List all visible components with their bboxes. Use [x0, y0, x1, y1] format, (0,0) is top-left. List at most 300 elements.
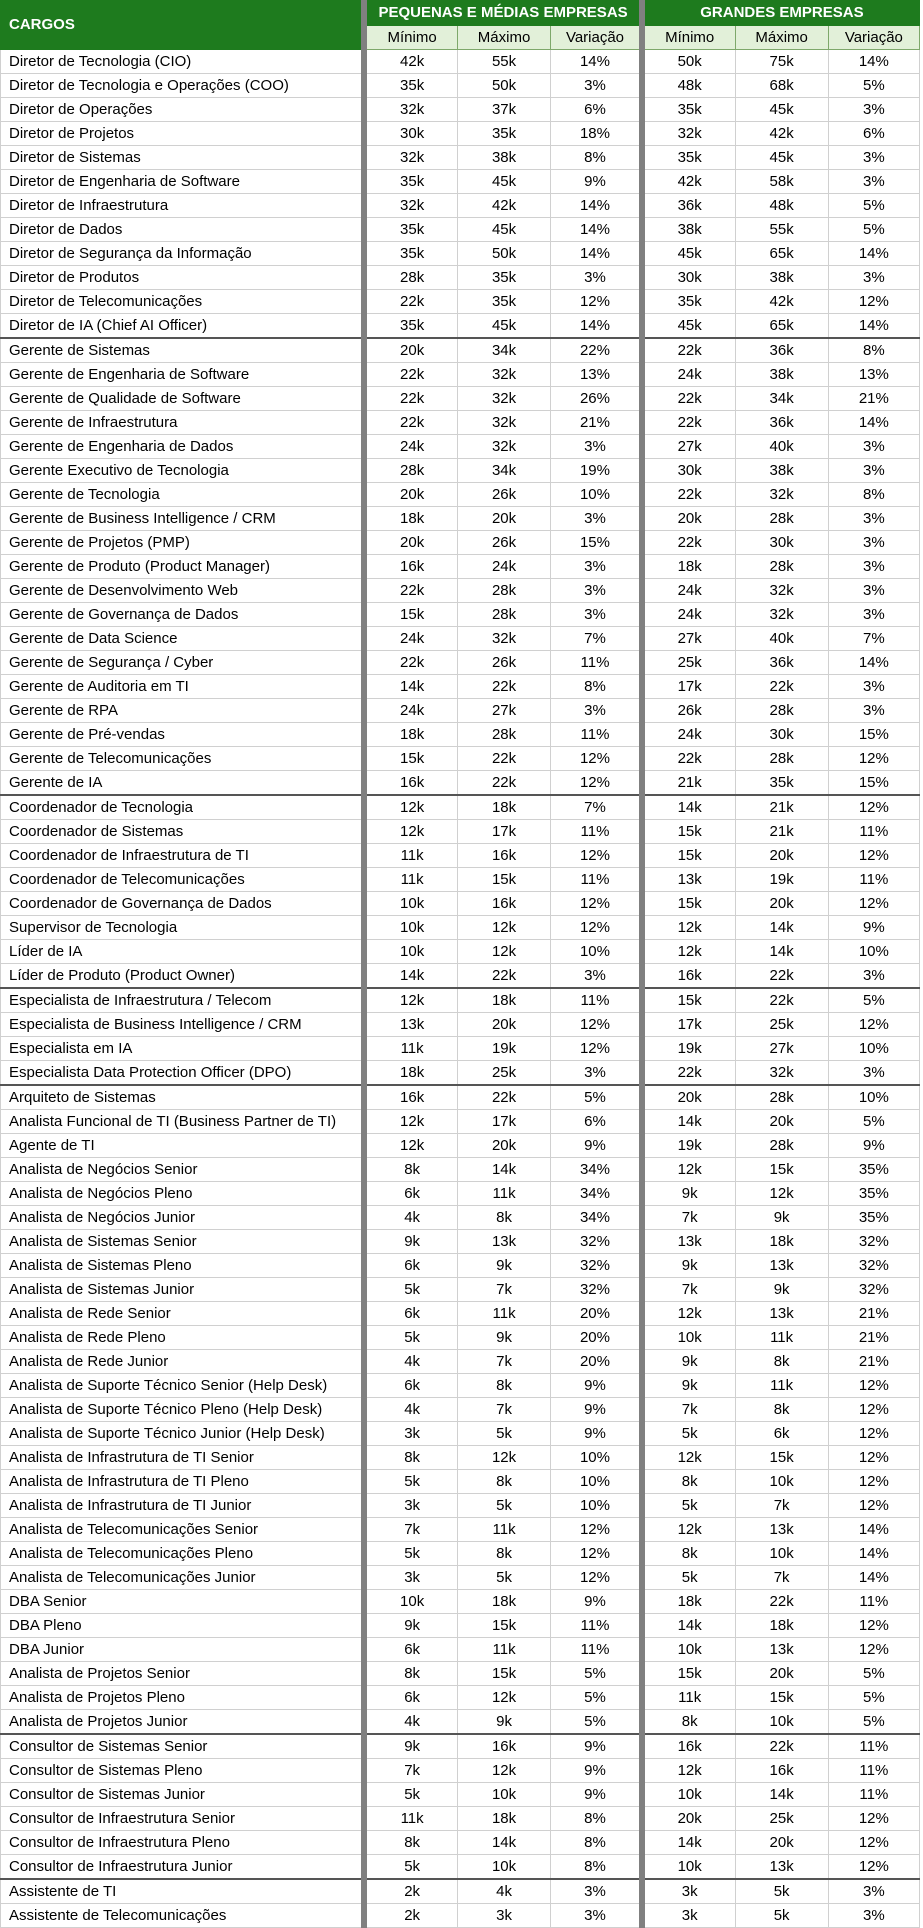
sme-min-cell[interactable]: 24k [364, 435, 457, 459]
cargo-cell[interactable]: Gerente de IA [1, 771, 365, 796]
large-var-header[interactable]: Variação [828, 26, 919, 50]
sme-min-cell[interactable]: 11k [364, 844, 457, 868]
sme-max-cell[interactable]: 45k [457, 314, 550, 339]
large-min-cell[interactable]: 15k [642, 1662, 735, 1686]
large-min-cell[interactable]: 22k [642, 1061, 735, 1086]
large-min-cell[interactable]: 7k [642, 1206, 735, 1230]
sme-max-cell[interactable]: 18k [457, 1807, 550, 1831]
large-var-cell[interactable]: 12% [828, 1494, 919, 1518]
large-max-cell[interactable]: 15k [735, 1158, 828, 1182]
sme-var-cell[interactable]: 12% [551, 290, 642, 314]
large-max-cell[interactable]: 19k [735, 868, 828, 892]
sme-var-cell[interactable]: 10% [551, 483, 642, 507]
sme-var-cell[interactable]: 6% [551, 98, 642, 122]
cargo-cell[interactable]: Coordenador de Infraestrutura de TI [1, 844, 365, 868]
sme-var-cell[interactable]: 11% [551, 988, 642, 1013]
sme-min-cell[interactable]: 5k [364, 1326, 457, 1350]
large-var-cell[interactable]: 12% [828, 1638, 919, 1662]
large-max-cell[interactable]: 5k [735, 1904, 828, 1928]
large-var-cell[interactable]: 5% [828, 1662, 919, 1686]
cargo-cell[interactable]: Líder de Produto (Product Owner) [1, 964, 365, 989]
sme-var-cell[interactable]: 12% [551, 1566, 642, 1590]
large-var-cell[interactable]: 3% [828, 146, 919, 170]
sme-max-cell[interactable]: 14k [457, 1158, 550, 1182]
sme-max-cell[interactable]: 9k [457, 1710, 550, 1735]
large-var-cell[interactable]: 12% [828, 892, 919, 916]
sme-min-cell[interactable]: 35k [364, 170, 457, 194]
cargo-cell[interactable]: Diretor de IA (Chief AI Officer) [1, 314, 365, 339]
sme-max-cell[interactable]: 24k [457, 555, 550, 579]
sme-min-cell[interactable]: 2k [364, 1879, 457, 1904]
sme-min-cell[interactable]: 11k [364, 868, 457, 892]
cargo-cell[interactable]: Gerente de Segurança / Cyber [1, 651, 365, 675]
large-min-cell[interactable]: 18k [642, 555, 735, 579]
large-max-cell[interactable]: 36k [735, 651, 828, 675]
large-min-cell[interactable]: 15k [642, 988, 735, 1013]
sme-min-cell[interactable]: 18k [364, 1061, 457, 1086]
sme-var-cell[interactable]: 3% [551, 579, 642, 603]
cargo-cell[interactable]: Gerente de Tecnologia [1, 483, 365, 507]
large-min-cell[interactable]: 26k [642, 699, 735, 723]
cargo-cell[interactable]: Gerente de Business Intelligence / CRM [1, 507, 365, 531]
sme-min-cell[interactable]: 18k [364, 507, 457, 531]
large-min-cell[interactable]: 10k [642, 1638, 735, 1662]
cargo-cell[interactable]: Coordenador de Sistemas [1, 820, 365, 844]
sme-max-cell[interactable]: 20k [457, 1134, 550, 1158]
large-max-cell[interactable]: 22k [735, 988, 828, 1013]
sme-min-cell[interactable]: 12k [364, 1110, 457, 1134]
large-max-cell[interactable]: 65k [735, 242, 828, 266]
sme-min-cell[interactable]: 22k [364, 579, 457, 603]
sme-var-cell[interactable]: 9% [551, 1590, 642, 1614]
sme-var-cell[interactable]: 15% [551, 531, 642, 555]
cargo-cell[interactable]: Analista de Suporte Técnico Senior (Help Desk) [1, 1374, 365, 1398]
sme-min-cell[interactable]: 22k [364, 651, 457, 675]
large-max-cell[interactable]: 28k [735, 507, 828, 531]
large-max-cell[interactable]: 32k [735, 579, 828, 603]
sme-max-cell[interactable]: 16k [457, 892, 550, 916]
sme-min-cell[interactable]: 6k [364, 1686, 457, 1710]
sme-var-cell[interactable]: 32% [551, 1230, 642, 1254]
large-var-cell[interactable]: 5% [828, 194, 919, 218]
sme-max-cell[interactable]: 18k [457, 988, 550, 1013]
cargo-cell[interactable]: Analista de Sistemas Pleno [1, 1254, 365, 1278]
cargo-cell[interactable]: Diretor de Operações [1, 98, 365, 122]
large-min-cell[interactable]: 27k [642, 435, 735, 459]
large-max-cell[interactable]: 16k [735, 1759, 828, 1783]
large-max-cell[interactable]: 75k [735, 50, 828, 74]
large-max-cell[interactable]: 28k [735, 555, 828, 579]
sme-min-cell[interactable]: 4k [364, 1398, 457, 1422]
large-min-cell[interactable]: 9k [642, 1374, 735, 1398]
sme-max-cell[interactable]: 35k [457, 122, 550, 146]
large-max-cell[interactable]: 7k [735, 1566, 828, 1590]
sme-group-header[interactable]: PEQUENAS E MÉDIAS EMPRESAS [364, 1, 642, 26]
large-min-cell[interactable]: 7k [642, 1398, 735, 1422]
sme-min-cell[interactable]: 22k [364, 411, 457, 435]
sme-max-cell[interactable]: 9k [457, 1254, 550, 1278]
large-max-cell[interactable]: 15k [735, 1446, 828, 1470]
sme-max-cell[interactable]: 55k [457, 50, 550, 74]
sme-min-cell[interactable]: 3k [364, 1422, 457, 1446]
large-max-cell[interactable]: 12k [735, 1182, 828, 1206]
sme-min-cell[interactable]: 6k [364, 1638, 457, 1662]
sme-min-cell[interactable]: 11k [364, 1807, 457, 1831]
sme-var-cell[interactable]: 5% [551, 1686, 642, 1710]
large-max-cell[interactable]: 20k [735, 844, 828, 868]
sme-max-cell[interactable]: 45k [457, 218, 550, 242]
large-var-cell[interactable]: 3% [828, 507, 919, 531]
cargo-cell[interactable]: Arquiteto de Sistemas [1, 1085, 365, 1110]
large-max-cell[interactable]: 42k [735, 290, 828, 314]
large-max-cell[interactable]: 8k [735, 1398, 828, 1422]
cargo-cell[interactable]: Diretor de Tecnologia e Operações (COO) [1, 74, 365, 98]
sme-max-cell[interactable]: 32k [457, 387, 550, 411]
large-max-cell[interactable]: 34k [735, 387, 828, 411]
sme-max-cell[interactable]: 4k [457, 1879, 550, 1904]
cargo-cell[interactable]: Gerente de Projetos (PMP) [1, 531, 365, 555]
sme-max-cell[interactable]: 15k [457, 1614, 550, 1638]
sme-max-cell[interactable]: 11k [457, 1302, 550, 1326]
cargo-cell[interactable]: Analista de Sistemas Junior [1, 1278, 365, 1302]
large-max-cell[interactable]: 38k [735, 363, 828, 387]
large-max-cell[interactable]: 28k [735, 1134, 828, 1158]
large-var-cell[interactable]: 3% [828, 675, 919, 699]
large-min-cell[interactable]: 11k [642, 1686, 735, 1710]
sme-var-cell[interactable]: 11% [551, 651, 642, 675]
sme-max-cell[interactable]: 12k [457, 916, 550, 940]
sme-var-cell[interactable]: 7% [551, 795, 642, 820]
sme-min-cell[interactable]: 13k [364, 1013, 457, 1037]
sme-max-cell[interactable]: 7k [457, 1398, 550, 1422]
large-max-cell[interactable]: 20k [735, 1110, 828, 1134]
sme-min-cell[interactable]: 22k [364, 290, 457, 314]
large-var-cell[interactable]: 3% [828, 531, 919, 555]
sme-max-cell[interactable]: 32k [457, 435, 550, 459]
large-max-cell[interactable]: 36k [735, 338, 828, 363]
large-max-cell[interactable]: 21k [735, 820, 828, 844]
sme-var-cell[interactable]: 12% [551, 1013, 642, 1037]
sme-min-cell[interactable]: 20k [364, 531, 457, 555]
large-max-cell[interactable]: 8k [735, 1350, 828, 1374]
sme-var-cell[interactable]: 8% [551, 1807, 642, 1831]
large-min-cell[interactable]: 15k [642, 820, 735, 844]
large-min-cell[interactable]: 12k [642, 1518, 735, 1542]
sme-max-cell[interactable]: 45k [457, 170, 550, 194]
cargos-header[interactable]: CARGOS [1, 1, 365, 50]
large-var-cell[interactable]: 32% [828, 1278, 919, 1302]
large-max-cell[interactable]: 14k [735, 1783, 828, 1807]
cargo-cell[interactable]: Consultor de Infraestrutura Junior [1, 1855, 365, 1880]
cargo-cell[interactable]: Coordenador de Telecomunicações [1, 868, 365, 892]
sme-max-cell[interactable]: 26k [457, 483, 550, 507]
sme-min-cell[interactable]: 11k [364, 1037, 457, 1061]
sme-var-cell[interactable]: 3% [551, 1061, 642, 1086]
sme-min-cell[interactable]: 35k [364, 218, 457, 242]
sme-var-cell[interactable]: 9% [551, 1422, 642, 1446]
sme-var-cell[interactable]: 11% [551, 868, 642, 892]
cargo-cell[interactable]: Gerente Executivo de Tecnologia [1, 459, 365, 483]
sme-min-cell[interactable]: 8k [364, 1446, 457, 1470]
large-min-cell[interactable]: 22k [642, 338, 735, 363]
large-var-cell[interactable]: 12% [828, 1398, 919, 1422]
sme-var-cell[interactable]: 6% [551, 1110, 642, 1134]
large-min-cell[interactable]: 5k [642, 1422, 735, 1446]
cargo-cell[interactable]: Analista de Infrastrutura de TI Junior [1, 1494, 365, 1518]
large-var-cell[interactable]: 3% [828, 1061, 919, 1086]
cargo-cell[interactable]: Diretor de Infraestrutura [1, 194, 365, 218]
large-max-cell[interactable]: 9k [735, 1206, 828, 1230]
sme-max-cell[interactable]: 5k [457, 1422, 550, 1446]
cargo-cell[interactable]: Analista de Projetos Junior [1, 1710, 365, 1735]
sme-min-cell[interactable]: 32k [364, 146, 457, 170]
sme-max-cell[interactable]: 26k [457, 531, 550, 555]
cargo-cell[interactable]: Consultor de Sistemas Senior [1, 1734, 365, 1759]
sme-var-cell[interactable]: 34% [551, 1182, 642, 1206]
sme-max-cell[interactable]: 32k [457, 411, 550, 435]
large-var-cell[interactable]: 3% [828, 1879, 919, 1904]
large-max-cell[interactable]: 30k [735, 531, 828, 555]
large-max-cell[interactable]: 18k [735, 1614, 828, 1638]
sme-min-cell[interactable]: 4k [364, 1710, 457, 1735]
cargo-cell[interactable]: Gerente de Produto (Product Manager) [1, 555, 365, 579]
large-var-cell[interactable]: 35% [828, 1206, 919, 1230]
large-max-cell[interactable]: 10k [735, 1710, 828, 1735]
large-min-cell[interactable]: 22k [642, 411, 735, 435]
sme-min-cell[interactable]: 9k [364, 1734, 457, 1759]
sme-var-cell[interactable]: 3% [551, 435, 642, 459]
large-var-cell[interactable]: 11% [828, 820, 919, 844]
sme-max-cell[interactable]: 12k [457, 1446, 550, 1470]
sme-min-cell[interactable]: 15k [364, 603, 457, 627]
large-var-cell[interactable]: 3% [828, 555, 919, 579]
sme-min-cell[interactable]: 16k [364, 771, 457, 796]
cargo-cell[interactable]: Especialista de Infraestrutura / Telecom [1, 988, 365, 1013]
sme-var-cell[interactable]: 9% [551, 1759, 642, 1783]
large-max-cell[interactable]: 32k [735, 483, 828, 507]
cargo-cell[interactable]: Especialista em IA [1, 1037, 365, 1061]
sme-var-cell[interactable]: 22% [551, 338, 642, 363]
sme-var-cell[interactable]: 5% [551, 1662, 642, 1686]
sme-var-cell[interactable]: 3% [551, 555, 642, 579]
cargo-cell[interactable]: Consultor de Infraestrutura Pleno [1, 1831, 365, 1855]
sme-var-header[interactable]: Variação [551, 26, 642, 50]
large-var-cell[interactable]: 21% [828, 387, 919, 411]
sme-var-cell[interactable]: 3% [551, 507, 642, 531]
cargo-cell[interactable]: Analista Funcional de TI (Business Partner de TI) [1, 1110, 365, 1134]
large-min-cell[interactable]: 15k [642, 844, 735, 868]
cargo-cell[interactable]: Gerente de Sistemas [1, 338, 365, 363]
sme-min-cell[interactable]: 2k [364, 1904, 457, 1928]
large-max-cell[interactable]: 35k [735, 771, 828, 796]
large-var-cell[interactable]: 8% [828, 483, 919, 507]
cargo-cell[interactable]: Diretor de Telecomunicações [1, 290, 365, 314]
cargo-cell[interactable]: Agente de TI [1, 1134, 365, 1158]
large-max-cell[interactable]: 55k [735, 218, 828, 242]
sme-var-cell[interactable]: 11% [551, 820, 642, 844]
cargo-cell[interactable]: Supervisor de Tecnologia [1, 916, 365, 940]
sme-min-cell[interactable]: 42k [364, 50, 457, 74]
cargo-cell[interactable]: Líder de IA [1, 940, 365, 964]
cargo-cell[interactable]: Gerente de Engenharia de Dados [1, 435, 365, 459]
sme-max-cell[interactable]: 50k [457, 242, 550, 266]
cargo-cell[interactable]: Analista de Telecomunicações Senior [1, 1518, 365, 1542]
large-min-cell[interactable]: 17k [642, 1013, 735, 1037]
sme-var-cell[interactable]: 9% [551, 1398, 642, 1422]
large-max-cell[interactable]: 13k [735, 1638, 828, 1662]
sme-max-cell[interactable]: 9k [457, 1326, 550, 1350]
large-var-cell[interactable]: 3% [828, 459, 919, 483]
sme-max-cell[interactable]: 18k [457, 1590, 550, 1614]
large-min-cell[interactable]: 10k [642, 1783, 735, 1807]
sme-var-cell[interactable]: 21% [551, 411, 642, 435]
cargo-cell[interactable]: Gerente de Telecomunicações [1, 747, 365, 771]
sme-var-cell[interactable]: 14% [551, 242, 642, 266]
sme-max-cell[interactable]: 35k [457, 290, 550, 314]
sme-var-cell[interactable]: 12% [551, 916, 642, 940]
sme-min-cell[interactable]: 20k [364, 338, 457, 363]
sme-min-cell[interactable]: 6k [364, 1374, 457, 1398]
large-max-cell[interactable]: 13k [735, 1855, 828, 1880]
large-var-cell[interactable]: 12% [828, 844, 919, 868]
sme-min-cell[interactable]: 35k [364, 74, 457, 98]
large-max-cell[interactable]: 10k [735, 1470, 828, 1494]
large-max-cell[interactable]: 15k [735, 1686, 828, 1710]
large-min-cell[interactable]: 24k [642, 723, 735, 747]
large-min-cell[interactable]: 35k [642, 146, 735, 170]
large-var-cell[interactable]: 5% [828, 1110, 919, 1134]
sme-min-cell[interactable]: 8k [364, 1831, 457, 1855]
cargo-cell[interactable]: Analista de Suporte Técnico Pleno (Help Desk) [1, 1398, 365, 1422]
large-max-cell[interactable]: 20k [735, 1662, 828, 1686]
large-max-cell[interactable]: 10k [735, 1542, 828, 1566]
cargo-cell[interactable]: Gerente de Governança de Dados [1, 603, 365, 627]
large-max-cell[interactable]: 20k [735, 892, 828, 916]
large-min-cell[interactable]: 10k [642, 1855, 735, 1880]
large-min-cell[interactable]: 14k [642, 1110, 735, 1134]
sme-max-cell[interactable]: 10k [457, 1783, 550, 1807]
sme-min-cell[interactable]: 5k [364, 1783, 457, 1807]
sme-min-cell[interactable]: 6k [364, 1182, 457, 1206]
cargo-cell[interactable]: Gerente de Auditoria em TI [1, 675, 365, 699]
large-var-cell[interactable]: 10% [828, 940, 919, 964]
sme-max-cell[interactable]: 22k [457, 771, 550, 796]
sme-min-cell[interactable]: 3k [364, 1566, 457, 1590]
cargo-cell[interactable]: Diretor de Produtos [1, 266, 365, 290]
large-min-cell[interactable]: 19k [642, 1134, 735, 1158]
large-max-cell[interactable]: 32k [735, 603, 828, 627]
sme-var-cell[interactable]: 32% [551, 1278, 642, 1302]
large-var-cell[interactable]: 12% [828, 1470, 919, 1494]
large-min-cell[interactable]: 9k [642, 1350, 735, 1374]
large-min-cell[interactable]: 12k [642, 1302, 735, 1326]
sme-var-cell[interactable]: 14% [551, 194, 642, 218]
sme-var-cell[interactable]: 10% [551, 1470, 642, 1494]
sme-min-cell[interactable]: 12k [364, 1134, 457, 1158]
sme-var-cell[interactable]: 12% [551, 1542, 642, 1566]
large-max-cell[interactable]: 11k [735, 1326, 828, 1350]
sme-min-cell[interactable]: 20k [364, 483, 457, 507]
large-min-cell[interactable]: 50k [642, 50, 735, 74]
large-max-cell[interactable]: 14k [735, 940, 828, 964]
large-min-cell[interactable]: 22k [642, 531, 735, 555]
large-max-cell[interactable]: 36k [735, 411, 828, 435]
large-max-cell[interactable]: 13k [735, 1518, 828, 1542]
sme-max-cell[interactable]: 17k [457, 820, 550, 844]
sme-var-cell[interactable]: 12% [551, 747, 642, 771]
sme-max-cell[interactable]: 17k [457, 1110, 550, 1134]
sme-min-cell[interactable]: 4k [364, 1350, 457, 1374]
sme-max-cell[interactable]: 12k [457, 1686, 550, 1710]
cargo-cell[interactable]: DBA Senior [1, 1590, 365, 1614]
large-var-cell[interactable]: 3% [828, 170, 919, 194]
large-min-cell[interactable]: 24k [642, 603, 735, 627]
large-var-cell[interactable]: 12% [828, 1374, 919, 1398]
large-var-cell[interactable]: 12% [828, 747, 919, 771]
large-max-cell[interactable]: 25k [735, 1013, 828, 1037]
sme-min-cell[interactable]: 35k [364, 242, 457, 266]
large-var-cell[interactable]: 3% [828, 266, 919, 290]
large-min-cell[interactable]: 30k [642, 459, 735, 483]
sme-var-cell[interactable]: 10% [551, 940, 642, 964]
cargo-cell[interactable]: Coordenador de Governança de Dados [1, 892, 365, 916]
large-max-cell[interactable]: 65k [735, 314, 828, 339]
cargo-cell[interactable]: Gerente de Pré-vendas [1, 723, 365, 747]
sme-max-cell[interactable]: 15k [457, 868, 550, 892]
cargo-cell[interactable]: Analista de Infrastrutura de TI Pleno [1, 1470, 365, 1494]
large-min-cell[interactable]: 48k [642, 74, 735, 98]
cargo-cell[interactable]: Analista de Rede Junior [1, 1350, 365, 1374]
sme-var-cell[interactable]: 12% [551, 844, 642, 868]
sme-min-cell[interactable]: 8k [364, 1662, 457, 1686]
cargo-cell[interactable]: Diretor de Engenharia de Software [1, 170, 365, 194]
cargo-cell[interactable]: Analista de Negócios Pleno [1, 1182, 365, 1206]
large-max-cell[interactable]: 6k [735, 1422, 828, 1446]
sme-max-cell[interactable]: 20k [457, 507, 550, 531]
cargo-cell[interactable]: Analista de Rede Pleno [1, 1326, 365, 1350]
large-max-cell[interactable]: 13k [735, 1254, 828, 1278]
large-min-cell[interactable]: 45k [642, 242, 735, 266]
sme-max-cell[interactable]: 11k [457, 1518, 550, 1542]
sme-min-cell[interactable]: 7k [364, 1759, 457, 1783]
sme-max-cell[interactable]: 28k [457, 723, 550, 747]
cargo-cell[interactable]: Coordenador de Tecnologia [1, 795, 365, 820]
sme-max-cell[interactable]: 20k [457, 1013, 550, 1037]
large-var-cell[interactable]: 32% [828, 1254, 919, 1278]
sme-var-cell[interactable]: 3% [551, 74, 642, 98]
large-group-header[interactable]: GRANDES EMPRESAS [642, 1, 920, 26]
large-min-cell[interactable]: 12k [642, 1446, 735, 1470]
large-min-cell[interactable]: 12k [642, 940, 735, 964]
sme-max-cell[interactable]: 3k [457, 1904, 550, 1928]
sme-var-cell[interactable]: 12% [551, 771, 642, 796]
sme-var-cell[interactable]: 8% [551, 146, 642, 170]
sme-min-cell[interactable]: 14k [364, 675, 457, 699]
large-max-cell[interactable]: 40k [735, 627, 828, 651]
cargo-cell[interactable]: Analista de Negócios Junior [1, 1206, 365, 1230]
large-max-cell[interactable]: 68k [735, 74, 828, 98]
cargo-cell[interactable]: Analista de Rede Senior [1, 1302, 365, 1326]
cargo-cell[interactable]: Assistente de Telecomunicações [1, 1904, 365, 1928]
sme-min-cell[interactable]: 32k [364, 98, 457, 122]
large-var-cell[interactable]: 5% [828, 988, 919, 1013]
large-max-cell[interactable]: 28k [735, 699, 828, 723]
large-var-cell[interactable]: 12% [828, 1831, 919, 1855]
large-var-cell[interactable]: 3% [828, 579, 919, 603]
large-max-cell[interactable]: 28k [735, 1085, 828, 1110]
large-min-cell[interactable]: 9k [642, 1254, 735, 1278]
sme-min-cell[interactable]: 12k [364, 988, 457, 1013]
